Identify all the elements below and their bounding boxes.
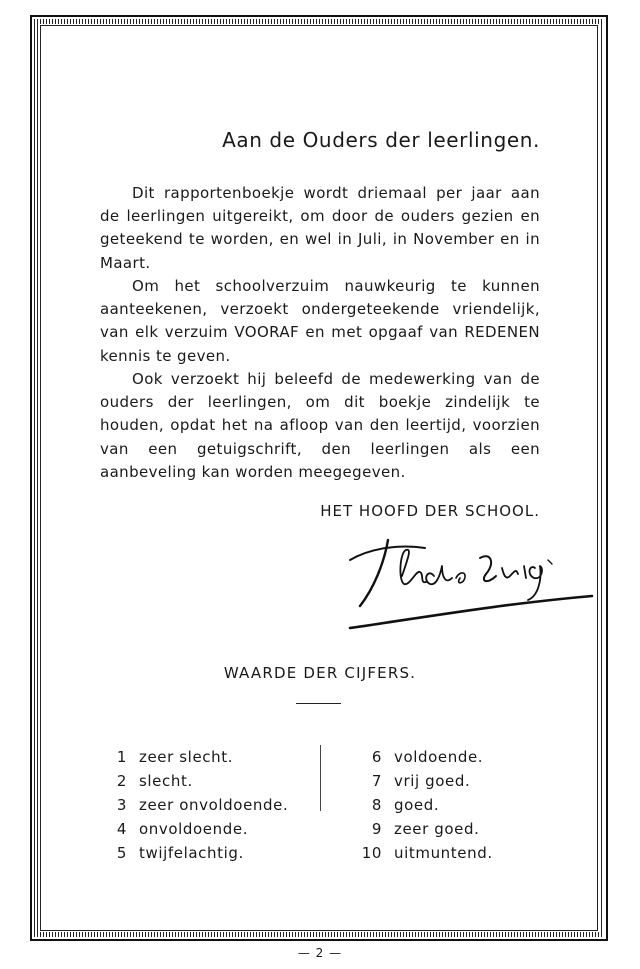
grade-number: 10 (361, 844, 382, 862)
grades-column-right (360, 745, 493, 865)
grade-row (105, 817, 288, 841)
grade-label: zeer goed. (394, 820, 480, 838)
grades-column-divider (320, 745, 321, 811)
title-rule (296, 703, 341, 704)
grades-column-left (105, 745, 288, 865)
grades-title: WAARDE DER CIJFERS. (223, 664, 417, 682)
grade-label: twijfelachtig. (139, 844, 244, 862)
grade-number: 1 (116, 748, 127, 766)
grade-label: slecht. (139, 772, 193, 790)
grade-row (105, 769, 288, 793)
grade-number: 8 (371, 796, 382, 814)
handwritten-signature (330, 518, 600, 638)
grade-row (105, 793, 288, 817)
grade-label: uitmuntend. (394, 844, 493, 862)
grade-label: zeer slecht. (139, 748, 234, 766)
grade-row (360, 793, 493, 817)
signoff-headmaster: HET HOOFD DER SCHOOL. (320, 502, 540, 520)
grade-number: 7 (371, 772, 382, 790)
grade-number: 5 (116, 844, 127, 862)
grade-row (105, 841, 288, 865)
grade-label: goed. (394, 796, 440, 814)
page-number: — 2 — (297, 946, 343, 960)
grade-number: 3 (116, 796, 127, 814)
grade-label: vrij goed. (394, 772, 471, 790)
grade-label: voldoende. (394, 748, 484, 766)
grade-label: zeer onvoldoende. (139, 796, 289, 814)
grade-number: 6 (371, 748, 382, 766)
grade-row (360, 841, 493, 865)
grade-row (360, 745, 493, 769)
paragraph-absence-notice: Om het schoolverzuim nauwkeurig te kunnen aanteekenen, verzoekt ondergeteekende vriendelijk, van elk verzuim VOORAF en met opgaaf van REDENEN kennis te geven. (100, 277, 540, 365)
grade-label: onvoldoende. (139, 820, 249, 838)
grade-row (360, 769, 493, 793)
grade-row (105, 745, 288, 769)
paragraph-report-schedule: Dit rapportenboekje wordt driemaal per jaar aan de leerlingen uitgereikt, om door de ouders gezien en geteekend te worden, en wel in Juli, in November en in Maart. (100, 184, 540, 272)
grade-number: 4 (116, 820, 127, 838)
paragraph-booklet-care: Ook verzoekt hij beleefd de medewerking van de ouders der leerlingen, om dit boekje zindelijk te houden, opdat het na afloop van den leertijd, voorzien van een getuigschrift, den leerlingen als een aanbeveling kan worden meegegeven. (100, 370, 540, 481)
grade-number: 9 (371, 820, 382, 838)
grade-row (360, 817, 493, 841)
page-title: Aan de Ouders der leerlingen. (222, 128, 540, 152)
grade-number: 2 (116, 772, 127, 790)
